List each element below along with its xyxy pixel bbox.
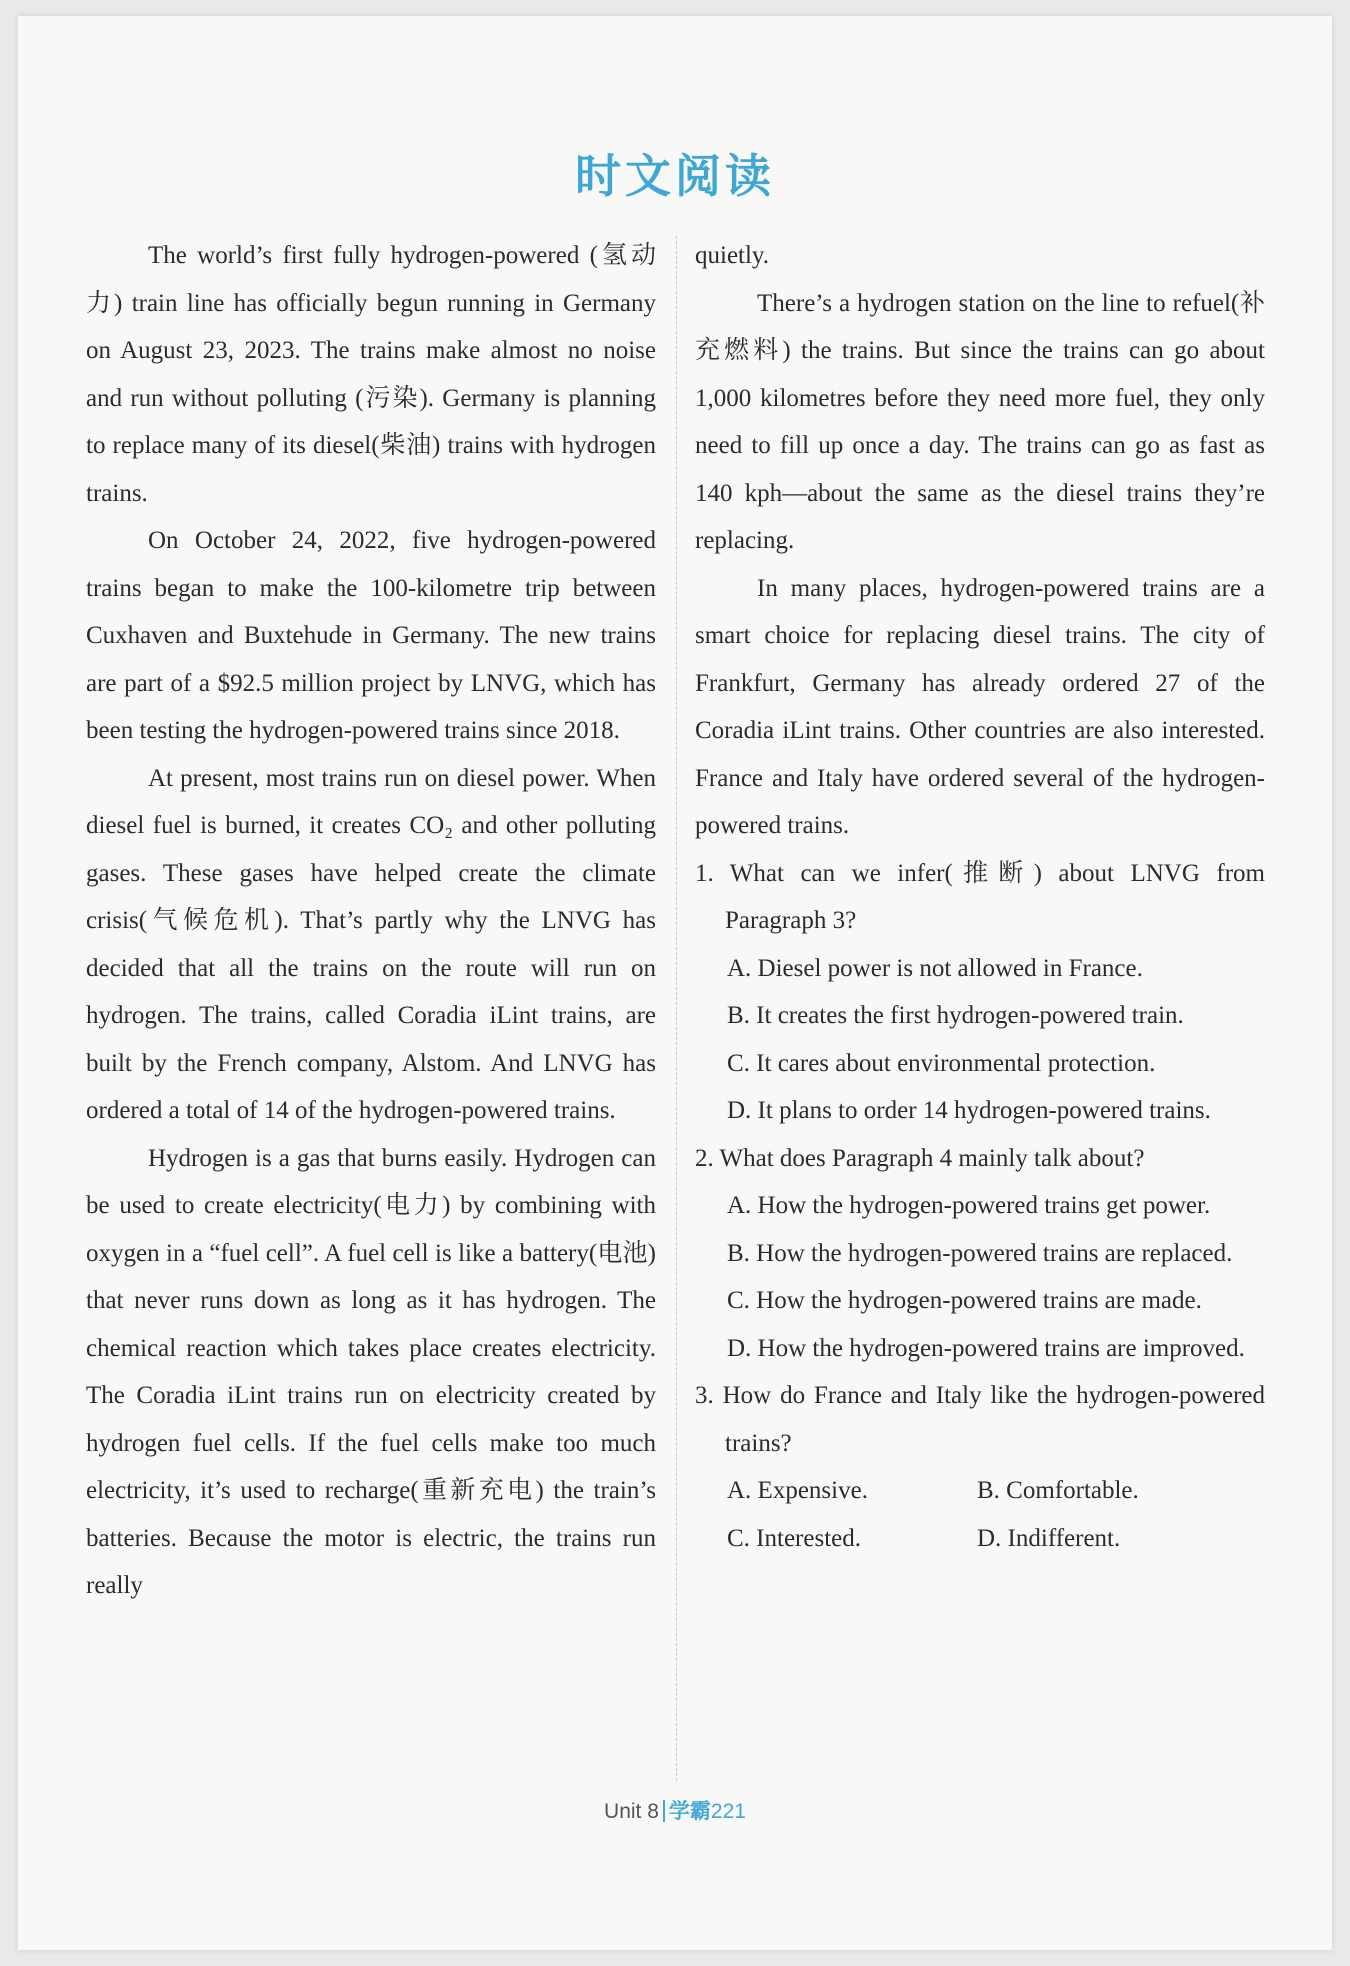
footer-brand: 学霸	[668, 1800, 711, 1823]
footer-page-number: 221	[710, 1800, 746, 1823]
question-1-stem: 1. What can we infer(推断) about LNVG from Paragraph 3?	[695, 859, 1265, 934]
question-2-option-d[interactable]: D. How the hydrogen-powered trains are improved.	[727, 1334, 1245, 1362]
question-3-option-d[interactable]: D. Indifferent.	[977, 1524, 1121, 1552]
paragraph-3: At present, most trains run on diesel power. When diesel fuel is burned, it creates CO₂ and other polluting gases. These gases have helped create the climate crisis(气候危机). That’s partly why the LNVG has decided that all the trains on the route will run on hydrogen. The trains, called Coradia iLint trains, are built by the French company, Alstom. And LNVG has ordered a total of 14 of the hydrogen-powered trains.	[86, 764, 656, 1124]
question-3-option-a[interactable]: A. Expensive.	[727, 1477, 868, 1504]
right-column	[695, 232, 1265, 1562]
paragraph-4: Hydrogen is a gas that burns easily. Hydrogen can be used to create electricity(电力) by combining with oxygen in a “fuel cell”. A fuel cell is like a battery(电池) that never runs down as long as it has hydrogen. The chemical reaction which takes place creates electricity. The Coradia iLint trains run on electricity created by hydrogen fuel cells. If the fuel cells make too much electricity, it’s used to recharge(重新充电) the train’s batteries. Because the motor is electric, the trains run really	[86, 1144, 656, 1599]
question-2-option-b[interactable]: B. How the hydrogen-powered trains are replaced.	[727, 1239, 1233, 1267]
column-divider	[676, 236, 677, 1781]
page-footer	[0, 1795, 1350, 1825]
question-3-options-row-2	[695, 1515, 1265, 1563]
left-column	[86, 232, 656, 1610]
question-3-stem: 3. How do France and Italy like the hydrogen-powered trains?	[695, 1382, 1265, 1457]
footer-separator	[663, 1800, 665, 1822]
question-3-option-c[interactable]: C. Interested.	[727, 1524, 861, 1552]
paragraph-2: On October 24, 2022, five hydrogen-powered trains began to make the 100-kilometre trip between Cuxhaven and Buxtehude in Germany. The new trains are part of a $92.5 million project by LNVG, which has been testing the hydrogen-powered trains since 2018.	[86, 527, 656, 744]
question-1-option-d[interactable]: D. It plans to order 14 hydrogen-powered trains.	[727, 1097, 1211, 1124]
question-3-option-b[interactable]: B. Comfortable.	[977, 1477, 1139, 1504]
paragraph-4-continuation: quietly.	[695, 242, 770, 269]
question-2-option-a[interactable]: A. How the hydrogen-powered trains get power.	[727, 1192, 1211, 1219]
question-1-option-a[interactable]: A. Diesel power is not allowed in France.	[727, 954, 1143, 982]
question-3-options-row-1	[695, 1467, 1265, 1515]
footer-unit: Unit 8	[604, 1800, 659, 1823]
paragraph-1: The world’s first fully hydrogen-powered (氢动力) train line has officially begun running in Germany on August 23, 2023. The trains make almost no noise and run without polluting (污染). Germany is planning to replace many of its diesel(柴油) trains with hydrogen trains.	[86, 242, 656, 507]
question-2-option-c[interactable]: C. How the hydrogen-powered trains are made.	[727, 1287, 1202, 1314]
question-1-option-b[interactable]: B. It creates the first hydrogen-powered train.	[727, 1002, 1184, 1029]
question-2-stem: 2. What does Paragraph 4 mainly talk about?	[695, 1144, 1145, 1172]
paragraph-6: In many places, hydrogen-powered trains are a smart choice for replacing diesel trains. The city of Frankfurt, Germany has already ordered 27 of the Coradia iLint trains. Other countries are also interested. France and Italy have ordered several of the hydrogen-powered trains.	[695, 574, 1265, 839]
paragraph-5: There’s a hydrogen station on the line to refuel(补充燃料) the trains. But since the trains can go about 1,000 kilometres before they need more fuel, they only need to fill up once a day. The trains can go as fast as 140 kph—about the same as the diesel trains they’re replacing.	[695, 289, 1265, 554]
page-title: 时文阅读	[575, 149, 775, 203]
question-1-option-c[interactable]: C. It cares about environmental protection.	[727, 1049, 1156, 1077]
